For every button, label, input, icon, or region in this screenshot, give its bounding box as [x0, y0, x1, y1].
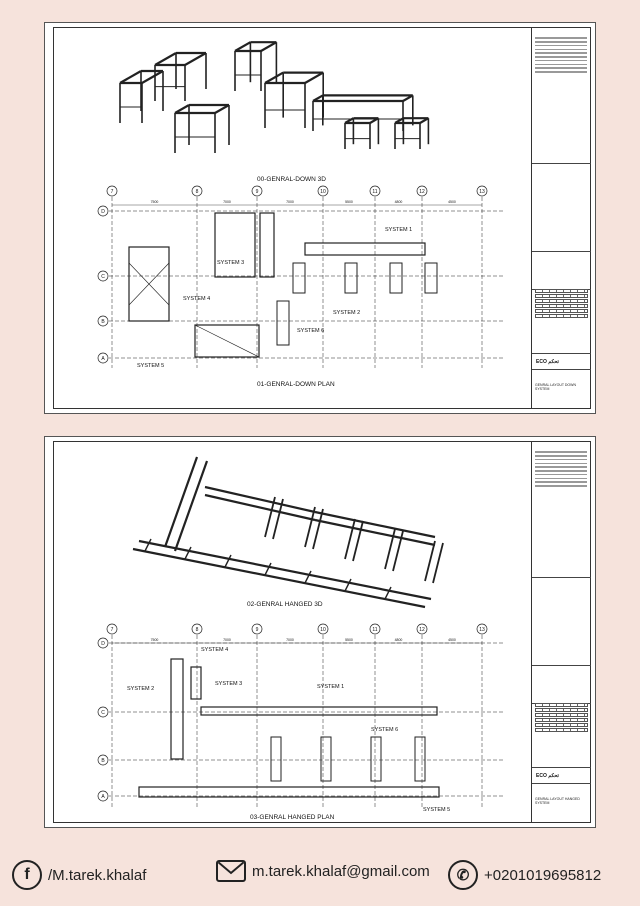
- system-6-label: SYSTEM 6: [297, 328, 325, 334]
- grid-col-label: 7: [110, 627, 114, 633]
- company-logo: ECO تحكم: [536, 359, 559, 365]
- grid-row-label: A: [101, 356, 105, 362]
- revision-table: [535, 703, 588, 743]
- grid-col-label: 12: [419, 189, 425, 195]
- system-1-label: SYSTEM 1: [317, 684, 345, 690]
- drawing-sheet-2: [44, 436, 596, 828]
- grid-row-label: B: [101, 319, 105, 325]
- grid-col-label: 11: [372, 189, 378, 195]
- grid-col-label: 10: [320, 627, 326, 633]
- dimension-label: 7500: [150, 638, 159, 642]
- grid-col-label: 10: [320, 189, 326, 195]
- envelope-icon: [216, 860, 246, 882]
- dimension-label: 5500: [345, 200, 353, 204]
- system-2-label: SYSTEM 2: [127, 686, 155, 692]
- dimension-label: 5500: [345, 638, 353, 642]
- grid-col-label: 8: [195, 189, 199, 195]
- title-block: [531, 441, 591, 823]
- revision-table: [535, 289, 588, 329]
- phone-number[interactable]: +0201019695812: [484, 866, 602, 884]
- phone-contact[interactable]: [448, 860, 601, 890]
- grid-row-label: C: [101, 710, 105, 716]
- system-4-label: SYSTEM 4: [183, 296, 211, 302]
- system-6-label: SYSTEM 6: [371, 727, 399, 733]
- system-5-label: SYSTEM 5: [423, 807, 451, 813]
- phone-icon: ✆: [448, 860, 478, 890]
- grid-row-label: D: [101, 641, 105, 647]
- general-notes: [535, 449, 587, 509]
- plan-title: 03-GENRAL HANGED PLAN: [250, 814, 335, 821]
- drawing-sheet-1: [44, 22, 596, 414]
- sheet-title: GENRAL LAYOUT DOWN SYSTEM: [535, 383, 576, 391]
- dimension-label: 7000: [223, 200, 231, 204]
- grid-row-label: B: [101, 758, 105, 764]
- dimension-label: 7000: [286, 638, 294, 642]
- drawing-canvas-2: [45, 437, 597, 829]
- view-3d-title: 00-GENRAL-DOWN 3D: [257, 176, 326, 183]
- dimension-label: 7000: [286, 200, 294, 204]
- facebook-icon: f: [12, 860, 42, 890]
- drawing-canvas-1: [45, 23, 597, 415]
- contact-footer: [0, 860, 640, 900]
- sheet-title: GENRAL LAYOUT HANGED SYSTEM: [535, 797, 580, 805]
- dimension-label: 4800: [394, 200, 403, 204]
- dimension-label: 4800: [394, 638, 403, 642]
- facebook-contact[interactable]: [12, 860, 146, 890]
- grid-row-label: A: [101, 794, 105, 800]
- plan-title: 01-GENRAL-DOWN PLAN: [257, 381, 335, 388]
- dimension-label: 4500: [448, 200, 456, 204]
- general-notes: [535, 35, 587, 95]
- facebook-handle[interactable]: /M.tarek.khalaf: [48, 866, 147, 884]
- dimension-label: 4500: [448, 638, 456, 642]
- grid-col-label: 11: [372, 627, 378, 633]
- email-address[interactable]: m.tarek.khalaf@gmail.com: [252, 862, 430, 880]
- system-3-label: SYSTEM 3: [215, 681, 243, 687]
- system-2-label: SYSTEM 2: [333, 310, 361, 316]
- title-block: [531, 27, 591, 409]
- company-logo: ECO تحكم: [536, 773, 559, 779]
- email-contact[interactable]: [216, 860, 430, 882]
- grid-col-label: 9: [255, 627, 259, 633]
- dimension-label: 7500: [150, 200, 159, 204]
- system-1-label: SYSTEM 1: [385, 227, 413, 233]
- grid-col-label: 12: [419, 627, 425, 633]
- grid-col-label: 8: [195, 627, 199, 633]
- view-3d-title: 02-GENRAL HANGED 3D: [247, 601, 323, 608]
- system-3-label: SYSTEM 3: [217, 260, 245, 266]
- grid-col-label: 13: [479, 189, 485, 195]
- grid-row-label: D: [101, 209, 105, 215]
- system-5-label: SYSTEM 5: [137, 363, 165, 369]
- grid-col-label: 13: [479, 627, 485, 633]
- dimension-label: 7000: [223, 638, 231, 642]
- grid-col-label: 9: [255, 189, 259, 195]
- grid-row-label: C: [101, 274, 105, 280]
- system-4-label: SYSTEM 4: [201, 647, 229, 653]
- grid-col-label: 7: [110, 189, 114, 195]
